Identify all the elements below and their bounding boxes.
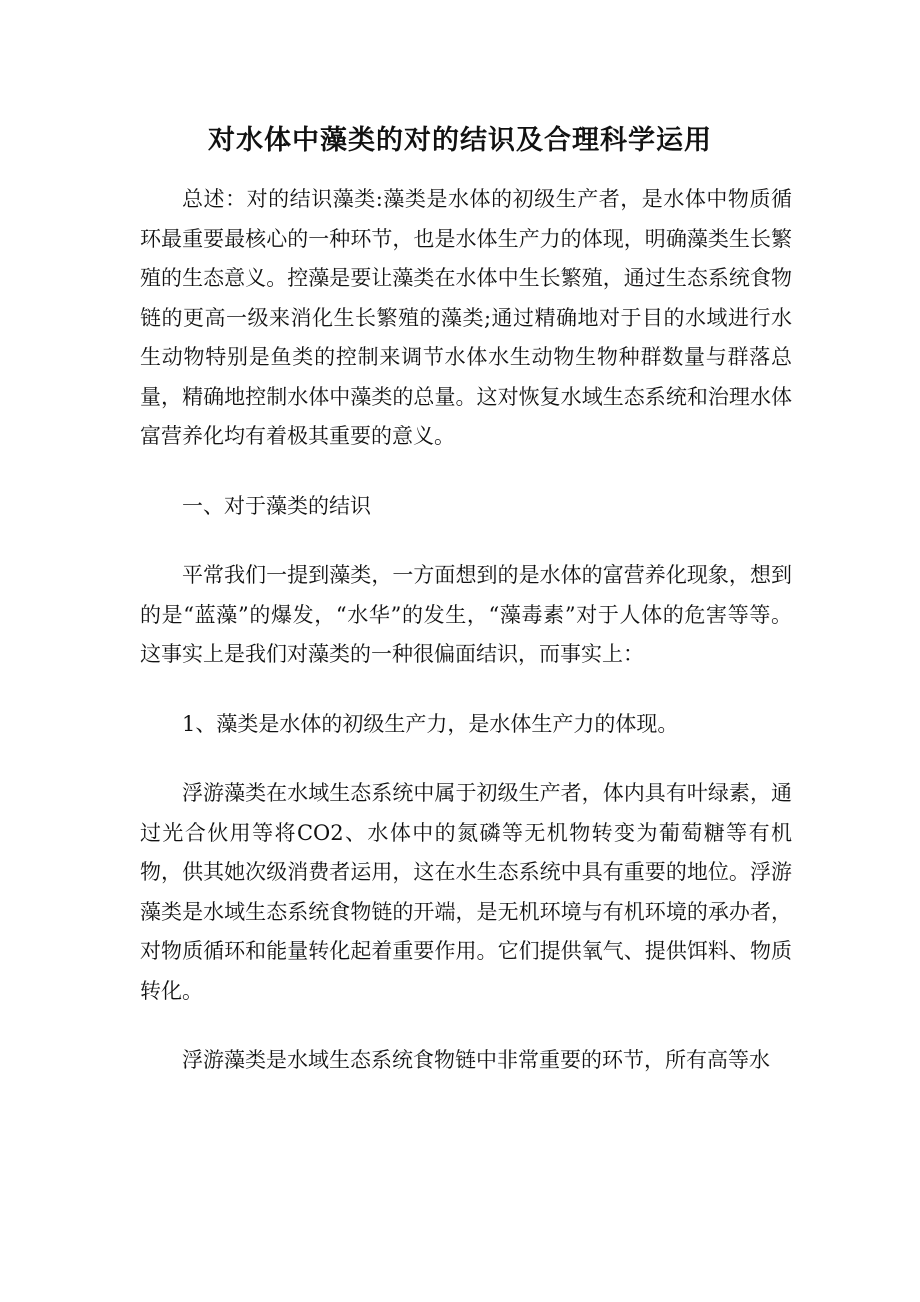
paragraph: 平常我们一提到藻类，一方面想到的是水体的富营养化现象，想到的是“蓝藻”的爆发，“水华”的发生，“藻毒素”对于人体的危害等等。这事实上是我们对藻类的一种很偏面结识，而事实上： — [140, 563, 792, 666]
document-title: 对水体中藻类的对的结识及合理科学运用 — [208, 125, 712, 156]
paragraph: 浮游藻类在水域生态系统中属于初级生产者，体内具有叶绿素，通过光合伙用等将CO2、水体中的氮磷等无机物转变为葡萄糖等有机物，供其她次级消费者运用，这在水生态系统中具有重要的地位。浮游藻类是水域生态系统食物链的开端，是无机环境与有机环境的承办者，对物质循环和能量转化起着重要作用。它们提供氧气、提供饵料、物质转化。 — [140, 781, 792, 1003]
document-body — [140, 180, 792, 1081]
paragraph: 浮游藻类是水域生态系统食物链中非常重要的环节，所有高等水 — [182, 1048, 770, 1072]
subsection-heading-1: 1、藻类是水体的初级生产力，是水体生产力的体现。 — [182, 711, 679, 736]
section-heading-1: 一、对于藻类的结识 — [182, 493, 371, 518]
paragraph-summary: 总述：对的结识藻类:藻类是水体的初级生产者，是水体中物质循环最重要最核心的一种环节，也是水体生产力的体现，明确藻类生长繁殖的生态意义。控藻是要让藻类在水体中生长繁殖，通过生态系统食物链的更高一级来消化生长繁殖的藻类;通过精确地对于目的水域进行水生动物特别是鱼类的控制来调节水体水生动物生物种群数量与群落总量，精确地控制水体中藻类的总量。这对恢复水域生态系统和治理水体富营养化均有着极其重要的意义。 — [140, 187, 792, 448]
